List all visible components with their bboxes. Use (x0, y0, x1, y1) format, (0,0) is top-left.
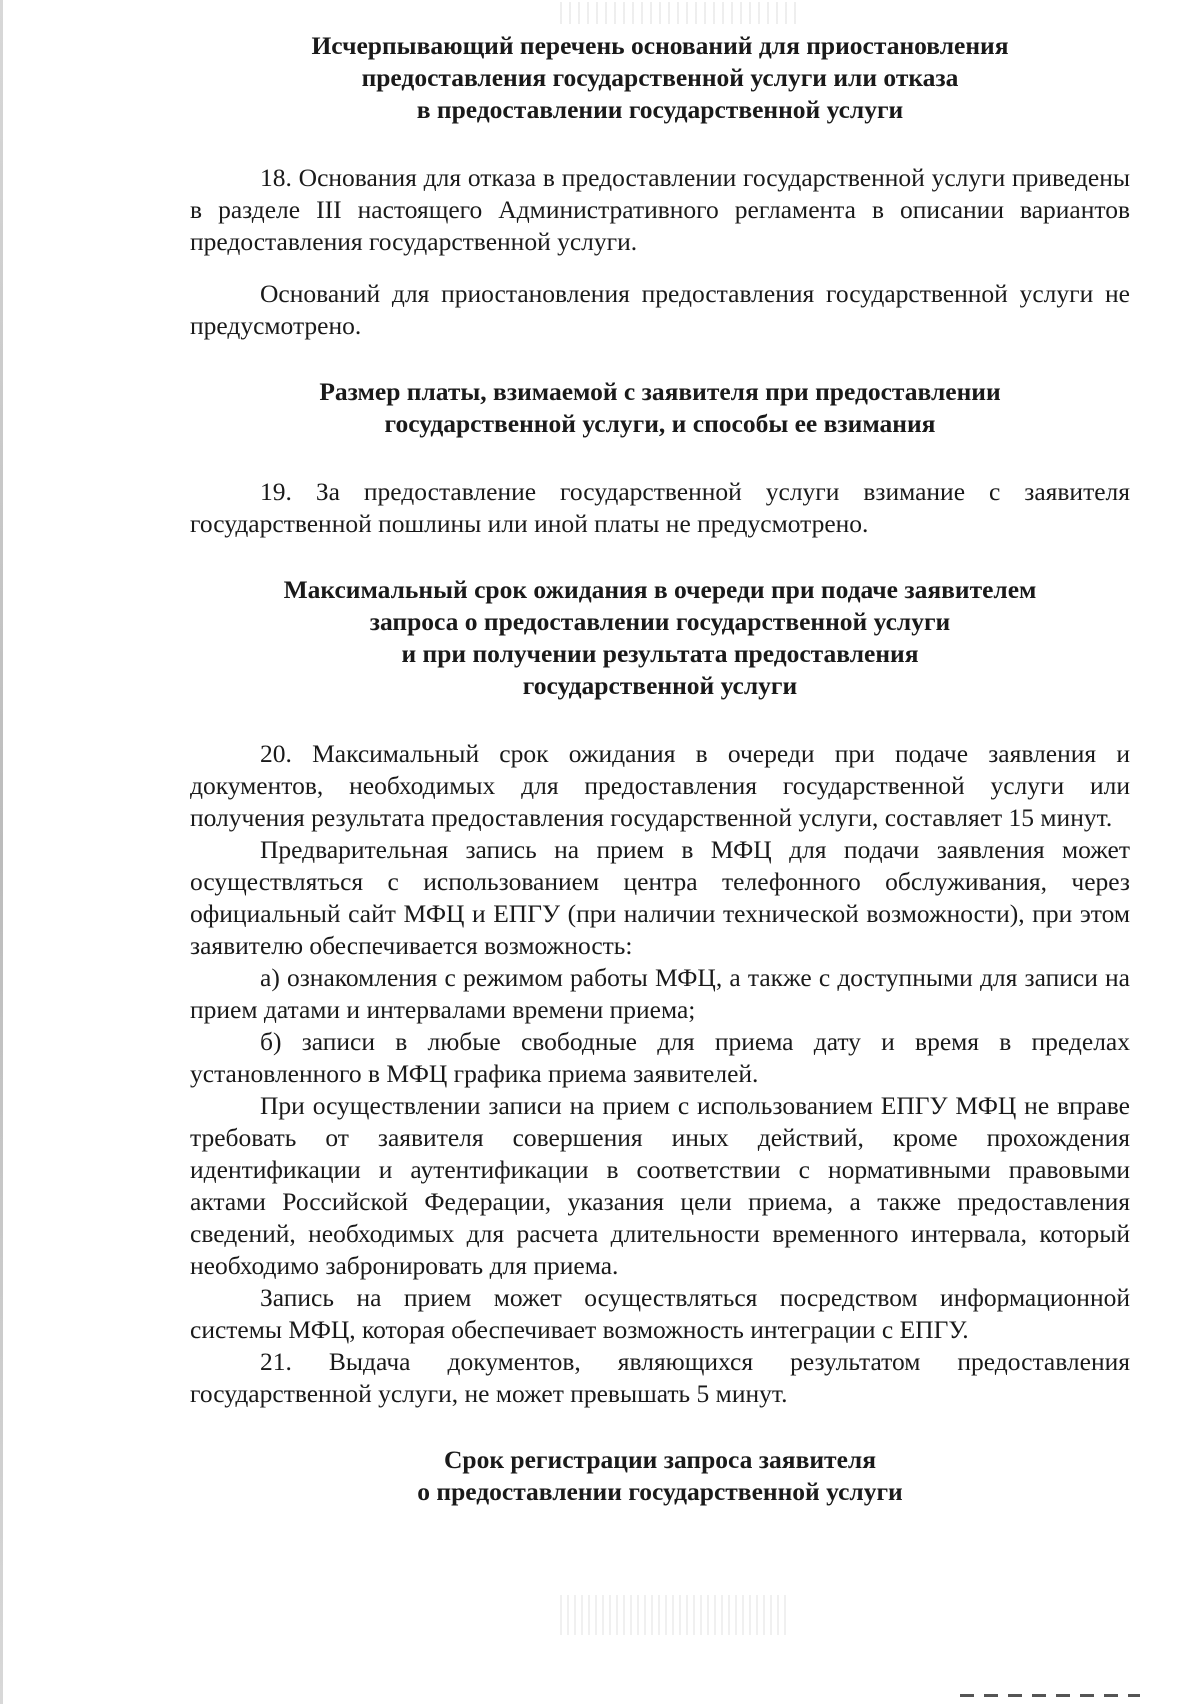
scan-artifact-top (560, 2, 800, 24)
paragraph-20: 20. Максимальный срок ожидания в очереди при подаче заявления и документов, необходимых для предоставления государственной услуги или получения результата предоставления государственной услуги, составляет 15 минут. (190, 739, 1130, 832)
scan-artifact-edge (960, 1694, 1140, 1697)
paragraph-no-suspension: Оснований для приостановления предоставления государственной услуги не предусмотрено. (190, 279, 1130, 340)
paragraph-item-b: б) записи в любые свободные для приема дату и время в пределах установленного в МФЦ графика приема заявителей. (190, 1027, 1130, 1088)
paragraph-epgu-requirements: При осуществлении записи на прием с использованием ЕПГУ МФЦ не вправе требовать от заявителя совершения иных действий, кроме прохождения идентификации и аутентификации в соответствии с нормативными правовыми актами Российской Федерации, указания цели приема, а также предоставления сведений, необходимых для расчета длительности временного интервала, который необходимо забронировать для приема. (190, 1091, 1130, 1280)
section-heading-queue: Максимальный срок ожидания в очереди при подаче заявителем запроса о предоставлении государственной услуги и при получении результата предоставления государственной услуги (283, 575, 1037, 700)
paragraph-19: 19. За предоставление государственной услуги взимание с заявителя государственной пошлины или иной платы не предусмотрено. (190, 477, 1130, 538)
document-body (190, 30, 1130, 1508)
paragraph-item-a: а) ознакомления с режимом работы МФЦ, а также с доступными для записи на прием датами и интервалами времени приема; (190, 963, 1130, 1024)
paragraph-preregistration: Предварительная запись на прием в МФЦ для подачи заявления может осуществляться с использованием центра телефонного обслуживания, через официальный сайт МФЦ и ЕПГУ (при наличии технической возможности), при этом заявителю обеспечивается возможность: (190, 835, 1130, 960)
paragraph-21: 21. Выдача документов, являющихся результатом предоставления государственной услуги, не может превышать 5 минут. (190, 1347, 1130, 1408)
section-heading-suspension: Исчерпывающий перечень оснований для приостановления предоставления государственной услуги или отказа в предоставлении государственной услуги (311, 31, 1009, 124)
section-heading-registration: Срок регистрации запроса заявителя о предоставлении государственной услуги (417, 1445, 903, 1506)
paragraph-mfc-system: Запись на прием может осуществляться посредством информационной системы МФЦ, которая обеспечивает возможность интеграции с ЕПГУ. (190, 1283, 1130, 1344)
section-heading-fee: Размер платы, взимаемой с заявителя при предоставлении государственной услуги, и способы ее взимания (319, 377, 1001, 438)
scan-left-edge (0, 0, 3, 1704)
paragraph-18: 18. Основания для отказа в предоставлении государственной услуги приведены в разделе III настоящего Административного регламента в описании вариантов предоставления государственной услуги. (190, 163, 1130, 256)
scan-artifact-bottom (560, 1595, 790, 1635)
